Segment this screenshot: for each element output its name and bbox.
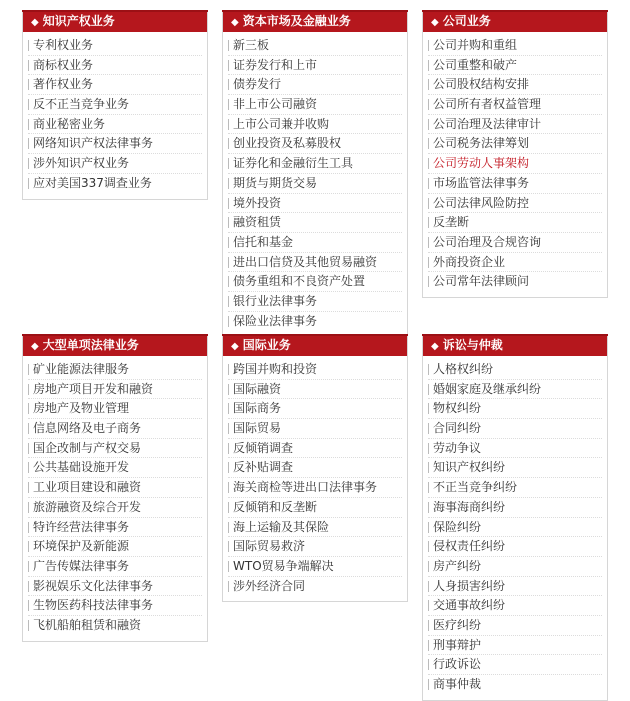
service-list: [423, 32, 607, 297]
diamond-bullet-icon: ◆: [431, 17, 439, 28]
service-link[interactable]: 公司所有者权益管理: [428, 95, 602, 115]
service-link[interactable]: 房地产及物业管理: [28, 399, 202, 419]
service-link[interactable]: 反垄断: [428, 213, 602, 233]
service-link[interactable]: 上市公司兼并收购: [228, 115, 402, 135]
service-link[interactable]: 债务重组和不良资产处置: [228, 272, 402, 292]
panel-title: 大型单项法律业务: [42, 338, 139, 352]
panel-title: 资本市场及金融业务: [242, 14, 351, 28]
service-link[interactable]: 人身损害纠纷: [428, 577, 602, 597]
service-link[interactable]: 飞机船舶租赁和融资: [28, 616, 202, 635]
service-link[interactable]: 行政诉讼: [428, 655, 602, 675]
panel-header[interactable]: [423, 10, 607, 32]
service-link[interactable]: 环境保护及新能源: [28, 537, 202, 557]
panel-litigation-arbitration: [422, 334, 608, 701]
panel-international-business: [222, 334, 408, 602]
service-link[interactable]: 生物医药科技法律事务: [28, 596, 202, 616]
service-link[interactable]: 房产纠纷: [428, 557, 602, 577]
panel-corporate-business: [422, 10, 608, 298]
service-link[interactable]: 特许经营法律事务: [28, 518, 202, 538]
service-link[interactable]: 海关商检等进出口法律事务: [228, 478, 402, 498]
service-link[interactable]: 国际融资: [228, 380, 402, 400]
service-link[interactable]: 旅游融资及综合开发: [28, 498, 202, 518]
service-link[interactable]: 证券化和金融衍生工具: [228, 154, 402, 174]
service-link[interactable]: 信息网络及电子商务: [28, 419, 202, 439]
diamond-bullet-icon: ◆: [31, 341, 39, 352]
panel-header[interactable]: [23, 10, 207, 32]
panel-header[interactable]: [223, 10, 407, 32]
service-link[interactable]: 应对美国337调查业务: [28, 174, 202, 193]
service-link[interactable]: 公司并购和重组: [428, 36, 602, 56]
panel-title: 诉讼与仲裁: [442, 338, 503, 352]
service-link[interactable]: 刑事辩护: [428, 636, 602, 656]
service-link[interactable]: 国企改制与产权交易: [28, 439, 202, 459]
service-link[interactable]: 公共基础设施开发: [28, 458, 202, 478]
service-link[interactable]: 知识产权纠纷: [428, 458, 602, 478]
service-link[interactable]: 反补贴调查: [228, 458, 402, 478]
service-link[interactable]: 保险业法律事务: [228, 312, 402, 331]
service-link[interactable]: 商业秘密业务: [28, 115, 202, 135]
service-link[interactable]: 国际贸易救济: [228, 537, 402, 557]
service-link[interactable]: 国际商务: [228, 399, 402, 419]
panel-ip-business: [22, 10, 208, 200]
service-link[interactable]: 债券发行: [228, 75, 402, 95]
service-link[interactable]: 新三板: [228, 36, 402, 56]
service-link[interactable]: 医疗纠纷: [428, 616, 602, 636]
diamond-bullet-icon: ◆: [231, 17, 239, 28]
service-link[interactable]: 公司治理及法律审计: [428, 115, 602, 135]
service-link[interactable]: 网络知识产权法律事务: [28, 134, 202, 154]
panel-title: 知识产权业务: [42, 14, 115, 28]
service-link[interactable]: 著作权业务: [28, 75, 202, 95]
diamond-bullet-icon: ◆: [431, 341, 439, 352]
service-link[interactable]: 婚姻家庭及继承纠纷: [428, 380, 602, 400]
service-link[interactable]: 国际贸易: [228, 419, 402, 439]
service-link[interactable]: 公司劳动人事架构: [428, 154, 602, 174]
service-link[interactable]: 外商投资企业: [428, 253, 602, 273]
service-link[interactable]: 劳动争议: [428, 439, 602, 459]
service-link[interactable]: 境外投资: [228, 194, 402, 214]
service-link[interactable]: 银行业法律事务: [228, 292, 402, 312]
service-link[interactable]: 房地产项目开发和融资: [28, 380, 202, 400]
service-link[interactable]: 信托和基金: [228, 233, 402, 253]
panel-header[interactable]: [423, 334, 607, 356]
service-link[interactable]: 公司重整和破产: [428, 56, 602, 76]
panel-header[interactable]: [23, 334, 207, 356]
service-link[interactable]: 合同纠纷: [428, 419, 602, 439]
service-link[interactable]: 侵权责任纠纷: [428, 537, 602, 557]
service-link[interactable]: 创业投资及私募股权: [228, 134, 402, 154]
service-link[interactable]: 人格权纠纷: [428, 360, 602, 380]
service-link[interactable]: WTO贸易争端解决: [228, 557, 402, 577]
diamond-bullet-icon: ◆: [231, 341, 239, 352]
panel-capital-market-finance: [222, 10, 408, 337]
service-link[interactable]: 影视娱乐文化法律事务: [28, 577, 202, 597]
diamond-bullet-icon: ◆: [31, 17, 39, 28]
service-link[interactable]: 商事仲裁: [428, 675, 602, 694]
service-link[interactable]: 反不正当竞争业务: [28, 95, 202, 115]
service-link[interactable]: 不正当竞争纠纷: [428, 478, 602, 498]
service-link[interactable]: 涉外知识产权业务: [28, 154, 202, 174]
panel-header[interactable]: [223, 334, 407, 356]
service-link[interactable]: 非上市公司融资: [228, 95, 402, 115]
service-link[interactable]: 市场监管法律事务: [428, 174, 602, 194]
service-link[interactable]: 保险纠纷: [428, 518, 602, 538]
service-link[interactable]: 期货与期货交易: [228, 174, 402, 194]
service-link[interactable]: 海上运输及其保险: [228, 518, 402, 538]
service-link[interactable]: 公司常年法律顾问: [428, 272, 602, 291]
service-link[interactable]: 矿业能源法律服务: [28, 360, 202, 380]
panel-large-single-legal: [22, 334, 208, 642]
service-list: [23, 32, 207, 199]
service-list: [223, 32, 407, 336]
service-link[interactable]: 反倾销和反垄断: [228, 498, 402, 518]
service-list: [423, 356, 607, 700]
service-link[interactable]: 物权纠纷: [428, 399, 602, 419]
service-link[interactable]: 进出口信贷及其他贸易融资: [228, 253, 402, 273]
service-link[interactable]: 证券发行和上市: [228, 56, 402, 76]
service-link[interactable]: 公司股权结构安排: [428, 75, 602, 95]
service-link[interactable]: 公司税务法律筹划: [428, 134, 602, 154]
service-list: [23, 356, 207, 641]
service-link[interactable]: 海事海商纠纷: [428, 498, 602, 518]
service-link[interactable]: 跨国并购和投资: [228, 360, 402, 380]
service-link[interactable]: 融资租赁: [228, 213, 402, 233]
service-link[interactable]: 交通事故纠纷: [428, 596, 602, 616]
service-list: [223, 356, 407, 601]
panel-title: 国际业务: [242, 338, 291, 352]
service-link[interactable]: 广告传媒法律事务: [28, 557, 202, 577]
service-link[interactable]: 涉外经济合同: [228, 577, 402, 596]
service-link[interactable]: 反倾销调查: [228, 439, 402, 459]
service-link[interactable]: 工业项目建设和融资: [28, 478, 202, 498]
service-link[interactable]: 公司治理及合规咨询: [428, 233, 602, 253]
panel-title: 公司业务: [442, 14, 491, 28]
service-link[interactable]: 公司法律风险防控: [428, 194, 602, 214]
service-link[interactable]: 商标权业务: [28, 56, 202, 76]
service-link[interactable]: 专利权业务: [28, 36, 202, 56]
